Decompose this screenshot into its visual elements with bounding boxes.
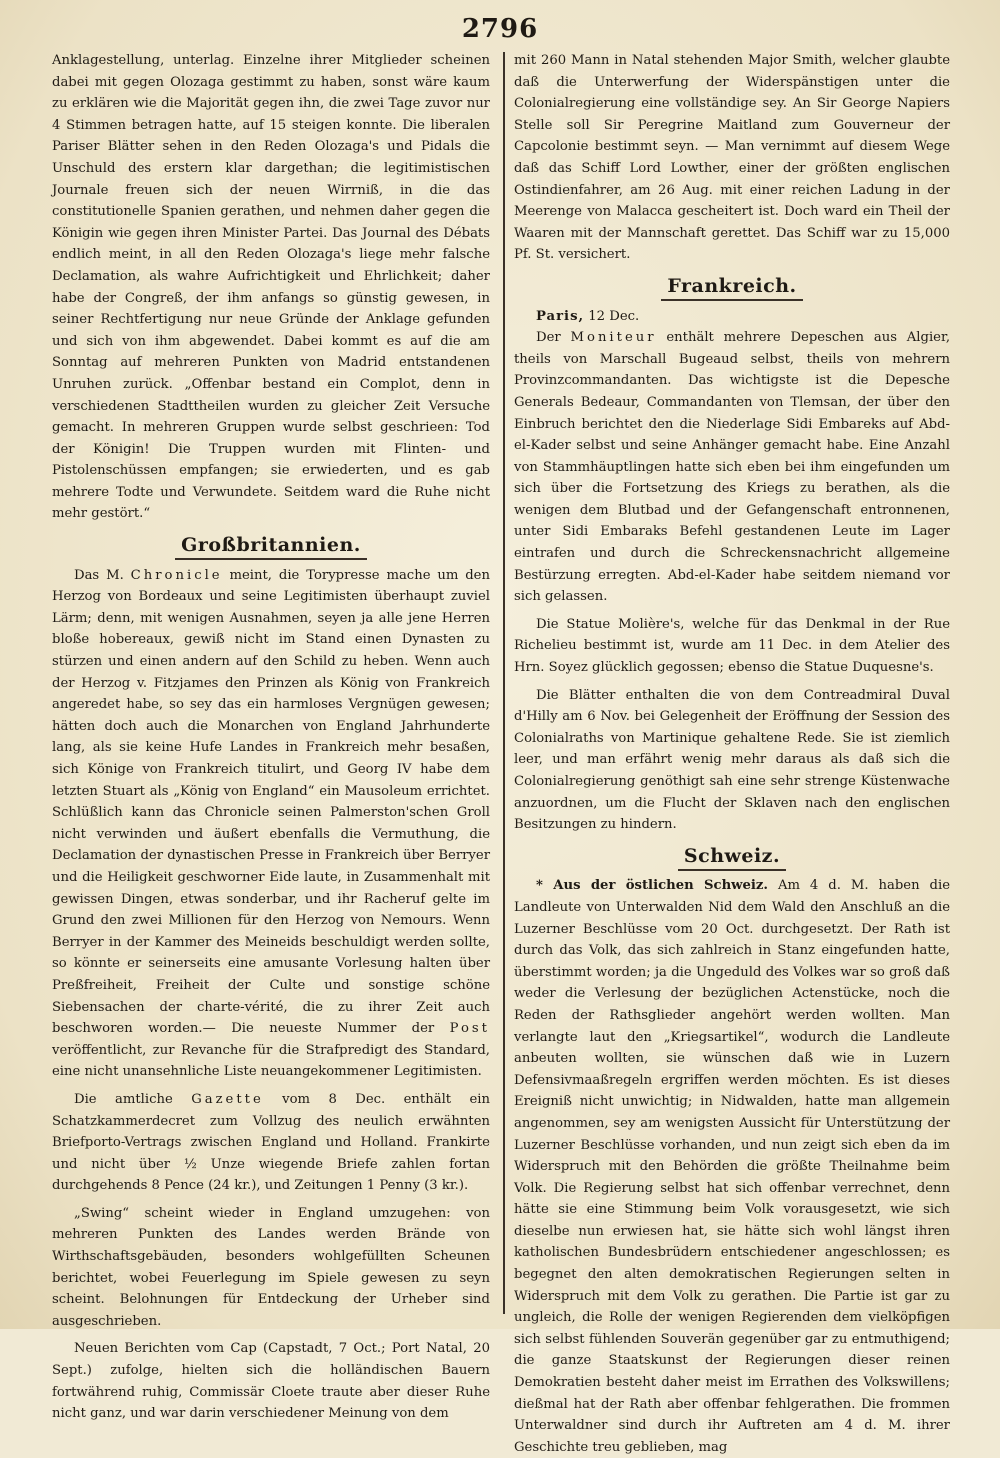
paragraph-chronicle: Das M. Chronicle meint, die Torypresse mache um den Herzog von Bordeaux und seine Legitimisten überhaupt zuviel Lärm; denn, mit wenigen Ausnahmen, seyen ja alle jene Herren bloße hobereaux, gewiß nicht im Stand einen Dynasten zu stürzen und einen andern auf den Schild zu heben. Wenn auch der Herzog v. Fitzjames den Prinzen als König von Frankreich angeredet habe, so sey das ein harmloses Vergnügen gewesen; hätten doch auch die Monarchen von England Jahrhunderte lang, als sie keine Hufe Landes in Frankreich mehr besaßen, sich Könige von Frankreich titulirt, und Georg IV habe dem letzten Stuart als „König von England“ ein Mausoleum errichtet. Schlüßlich kann das Chronicle seinen Palmerston'schen Groll nicht verwinden und äußert ebenfalls die Vermuthung, die Declamation der dynastischen Presse in Frankreich über Berryer und die Heiligkeit geschworner Eide laute, in Zusammenhalt mit gewissen Dingen, etwas sonderbar, und ihr Racheruf gelte im Grund den zwei Millionen für den Herzog von Nemours. Wenn Berryer in der Kammer des Meineids beschuldigt werden sollte, so könnte er seinerseits eine amusante Vorlesung halten über Preßfreiheit, Freiheit der Culte und sonstige schöne Siebensachen der charte-vérité, die zu ihrer Zeit auch beschworen worden.— Die neueste Nummer der Post veröffentlicht, zur Revanche für die Strafpredigt des Standard, eine nicht unansehnliche Liste neuangekommener Legitimisten.: [52, 567, 490, 1080]
article-continuation-cape: mit 260 Mann in Natal stehenden Major Smith, welcher glaubte daß die Unterwerfung der Widerspänstigen unter die Colonialregierung eine vollständige sey. An Sir George Napiers Stelle soll Sir Peregrine Maitland zum Gouverneur der Capcolonie bestimmt seyn. — Man vernimmt auf diesem Wege daß das Schiff Lord Lowther, einer der größten englischen Ostindienfahrer, am 26 Aug. mit einer reichen Ladung in der Meerenge von Malacca gescheitert ist. Doch ward ein Theil der Waaren mit der Mannschaft gerettet. Das Schiff war zu 15,000 Pf. St. versichert.: [514, 53, 950, 263]
dateline-place: * Aus der östlichen Schweiz.: [536, 878, 768, 894]
column-divider: [503, 52, 505, 1314]
dateline-paris: [514, 306, 950, 328]
paragraph-gazette: Die amtliche Gazette vom 8 Dec. enthält ein Schatzkammerdecret zum Vollzug des neulich erwähnten Briefporto-Vertrags zwischen England und Holland. Frankirte und nicht über ½ Unze wiegende Briefe zahlen fortan durchgehends 8 Pence (24 kr.), und Zeitungen 1 Penny (3 kr.).: [52, 1091, 491, 1194]
section-heading-text: Frankreich.: [661, 275, 802, 301]
dateline-place: Paris,: [536, 308, 585, 324]
section-heading-france: [514, 276, 950, 298]
paragraph-martinique: Die Blätter enthalten die von dem Contreadmiral Duval d'Hilly am 6 Nov. bei Gelegenheit der Eröffnung der Session des Colonialraths von Martinique gehaltene Rede. Sie ist ziemlich leer, und man erfährt wenig mehr daraus als daß sich die Colonialregierung genöthigt sah eine sehr strenge Küstenwache anzuordnen, um die Flucht der Sklaven nach den englischen Besitzungen zu hindern.: [514, 687, 950, 833]
left-column: [52, 50, 490, 1425]
paragraph-eastern-switzerland: * Aus der östlichen Schweiz. Am 4 d. M. haben die Landleute von Unterwalden Nid dem Wald den Anschluß an die Luzerner Beschlüsse vom 20 Oct. durchgesetzt. Der Rath ist durch das Volk, das sich zahlreich in Stanz eingefunden hatte, überstimmt worden; ja die Ungeduld des Volkes war so groß daß weder die Verlesung der bezüglichen Actenstücke, noch die Reden der Rathsglieder angehört werden wollten. Man verlangte laut den „Kriegsartikel“, wodurch die Landleute anbeuten wollten, sie wünschen daß wie in Luzern Defensivmaaßregeln ergriffen werden möchten. Es ist dieses Ereigniß nicht unwichtig; in Nidwalden, hatte man allgemein angenommen, sey am wenigsten Aussicht für Unterstützung der Luzerner Beschlüsse vorhanden, und nun zeigt sich eben da im Widerspruch mit den Behörden die größte Theilnahme beim Volk. Die Regierung selbst hat sich offenbar verrechnet, denn hätte sie eine Stimmung beim Volk vorausgesetzt, wie sich dieselbe nun erwiesen hat, sie hätte sich wohl längst ihren katholischen Bundesbrüdern entschiedener angeschlossen; es begegnet den alten demokratischen Regierungen selten in Widerspruch mit dem Volk zu gerathen. Die Partie ist gar zu ungleich, die Rolle der wenigen Regierenden dem vielköpfigen sich selbst fühlenden Souverän gegenüber gar zu entmuthigend; die ganze Staatskunst der Regierungen dieser reinen Demokratien besteht daher meist im Errathen des Volkswillens; dießmal hat der Rath aber offenbar fehlgerathen. Die frommen Unterwaldner sind durch ihr Auftreten am 4 d. M. ihrer Geschichte treu geblieben, mag: [514, 878, 950, 1455]
paragraph-cape: Neuen Berichten vom Cap (Capstadt, 7 Oct.; Port Natal, 20 Sept.) zufolge, hielten sich die holländischen Bauern fortwährend ruhig, Commissär Cloete traute aber dieser Ruhe nicht ganz, und war darin verschiedener Meinung von dem: [52, 1341, 490, 1422]
newspaper-name-post: Post: [449, 1021, 490, 1037]
dateline-date: 12 Dec.: [584, 308, 640, 324]
paragraph-moniteur: Der Moniteur enthält mehrere Depeschen aus Algier, theils von Marschall Bugeaud selbst, theils von mehrern Provinzcommandanten. Das wichtigste ist die Depesche Generals Bedeaur, Commandanten von Tlemsan, der über den Einbruch berichtet den die Niederlage Sidi Embareks auf Abd-el-Kader selbst und seine Anhänger gemacht habe. Eine Anzahl von Stammhäuptlingen hatte sich eben bei ihm eingefunden um sich über die Fortsetzung des Kriegs zu berathen, als die wenigen dem Blutbad und der Gefangenschaft entronnenen, unter Sidi Embaraks Befehl gestandenen Leute im Lager eintrafen und durch die Schreckensnachricht allgemeine Bestürzung erregten. Abd-el-Kader habe seitdem niemand vor sich gelassen.: [514, 330, 951, 605]
right-column: [514, 50, 950, 1458]
page-number: 2796: [461, 14, 539, 44]
section-heading-great-britain: [52, 535, 490, 557]
newspaper-name-chronicle: Chronicle: [130, 567, 223, 583]
section-heading-switzerland: [514, 846, 950, 868]
article-continuation-spain: Anklagestellung, unterlag. Einzelne ihrer Mitglieder scheinen dabei mit gegen Olozaga gestimmt zu haben, sonst wäre kaum zu erklären wie die Majorität gegen ihn, die zwei Tage zuvor nur 4 Stimmen betragen hatte, auf 15 steigen konnte. Die liberalen Pariser Blätter sehen in den Reden Olozaga's und Pidals die Unschuld des erstern klar dargethan; die legitimistischen Journale freuen sich der neuen Wirrniß, in die das constitutionelle Spanien gerathen, und nehmen daher gegen die Königin wie gegen ihren Minister Partei. Das Journal des Débats endlich meint, in all den Reden Olozaga's liege mehr falsche Declamation, als wahre Aufrichtigkeit und Ehrlichkeit; daher habe der Congreß, der ihm anfangs so günstig gewesen, in seiner Rechtfertigung nur neue Gründe der Anklage gefunden und sich von ihm abgewendet. Dabei kommt es auf die am Sonntag auf mehreren Punkten von Madrid entstandenen Unruhen zurück. „Offenbar bestand ein Complot, denn in verschiedenen Stadttheilen wurden zu gleicher Zeit Versuche gemacht. In mehreren Gruppen wurde selbst geschrieen: Tod der Königin! Die Truppen wurden mit Flinten- und Pistolenschüssen empfangen; sie erwiederten, und es gab mehrere Todte und Verwundete. Seitdem ward die Ruhe nicht mehr gestört.“: [52, 53, 490, 522]
section-heading-text: Großbritannien.: [175, 534, 367, 560]
newspaper-name-moniteur: Moniteur: [570, 330, 657, 346]
section-heading-text: Schweiz.: [678, 845, 786, 871]
paragraph-swing: „Swing“ scheint wieder in England umzugehen: von mehreren Punkten des Landes werden Brände von Wirthschaftsgebäuden, besonders wohlgefüllten Scheunen berichtet, wobei Feuerlegung im Spiele gewesen zu seyn scheint. Belohnungen für Entdeckung der Urheber sind ausgeschrieben.: [52, 1205, 490, 1329]
newspaper-name-gazette: Gazette: [191, 1091, 264, 1107]
paragraph-moliere-statue: Die Statue Molière's, welche für das Denkmal in der Rue Richelieu bestimmt ist, wurde am 11 Dec. in dem Atelier des Hrn. Soyez glücklich gegossen; ebenso die Statue Duquesne's.: [514, 616, 950, 676]
